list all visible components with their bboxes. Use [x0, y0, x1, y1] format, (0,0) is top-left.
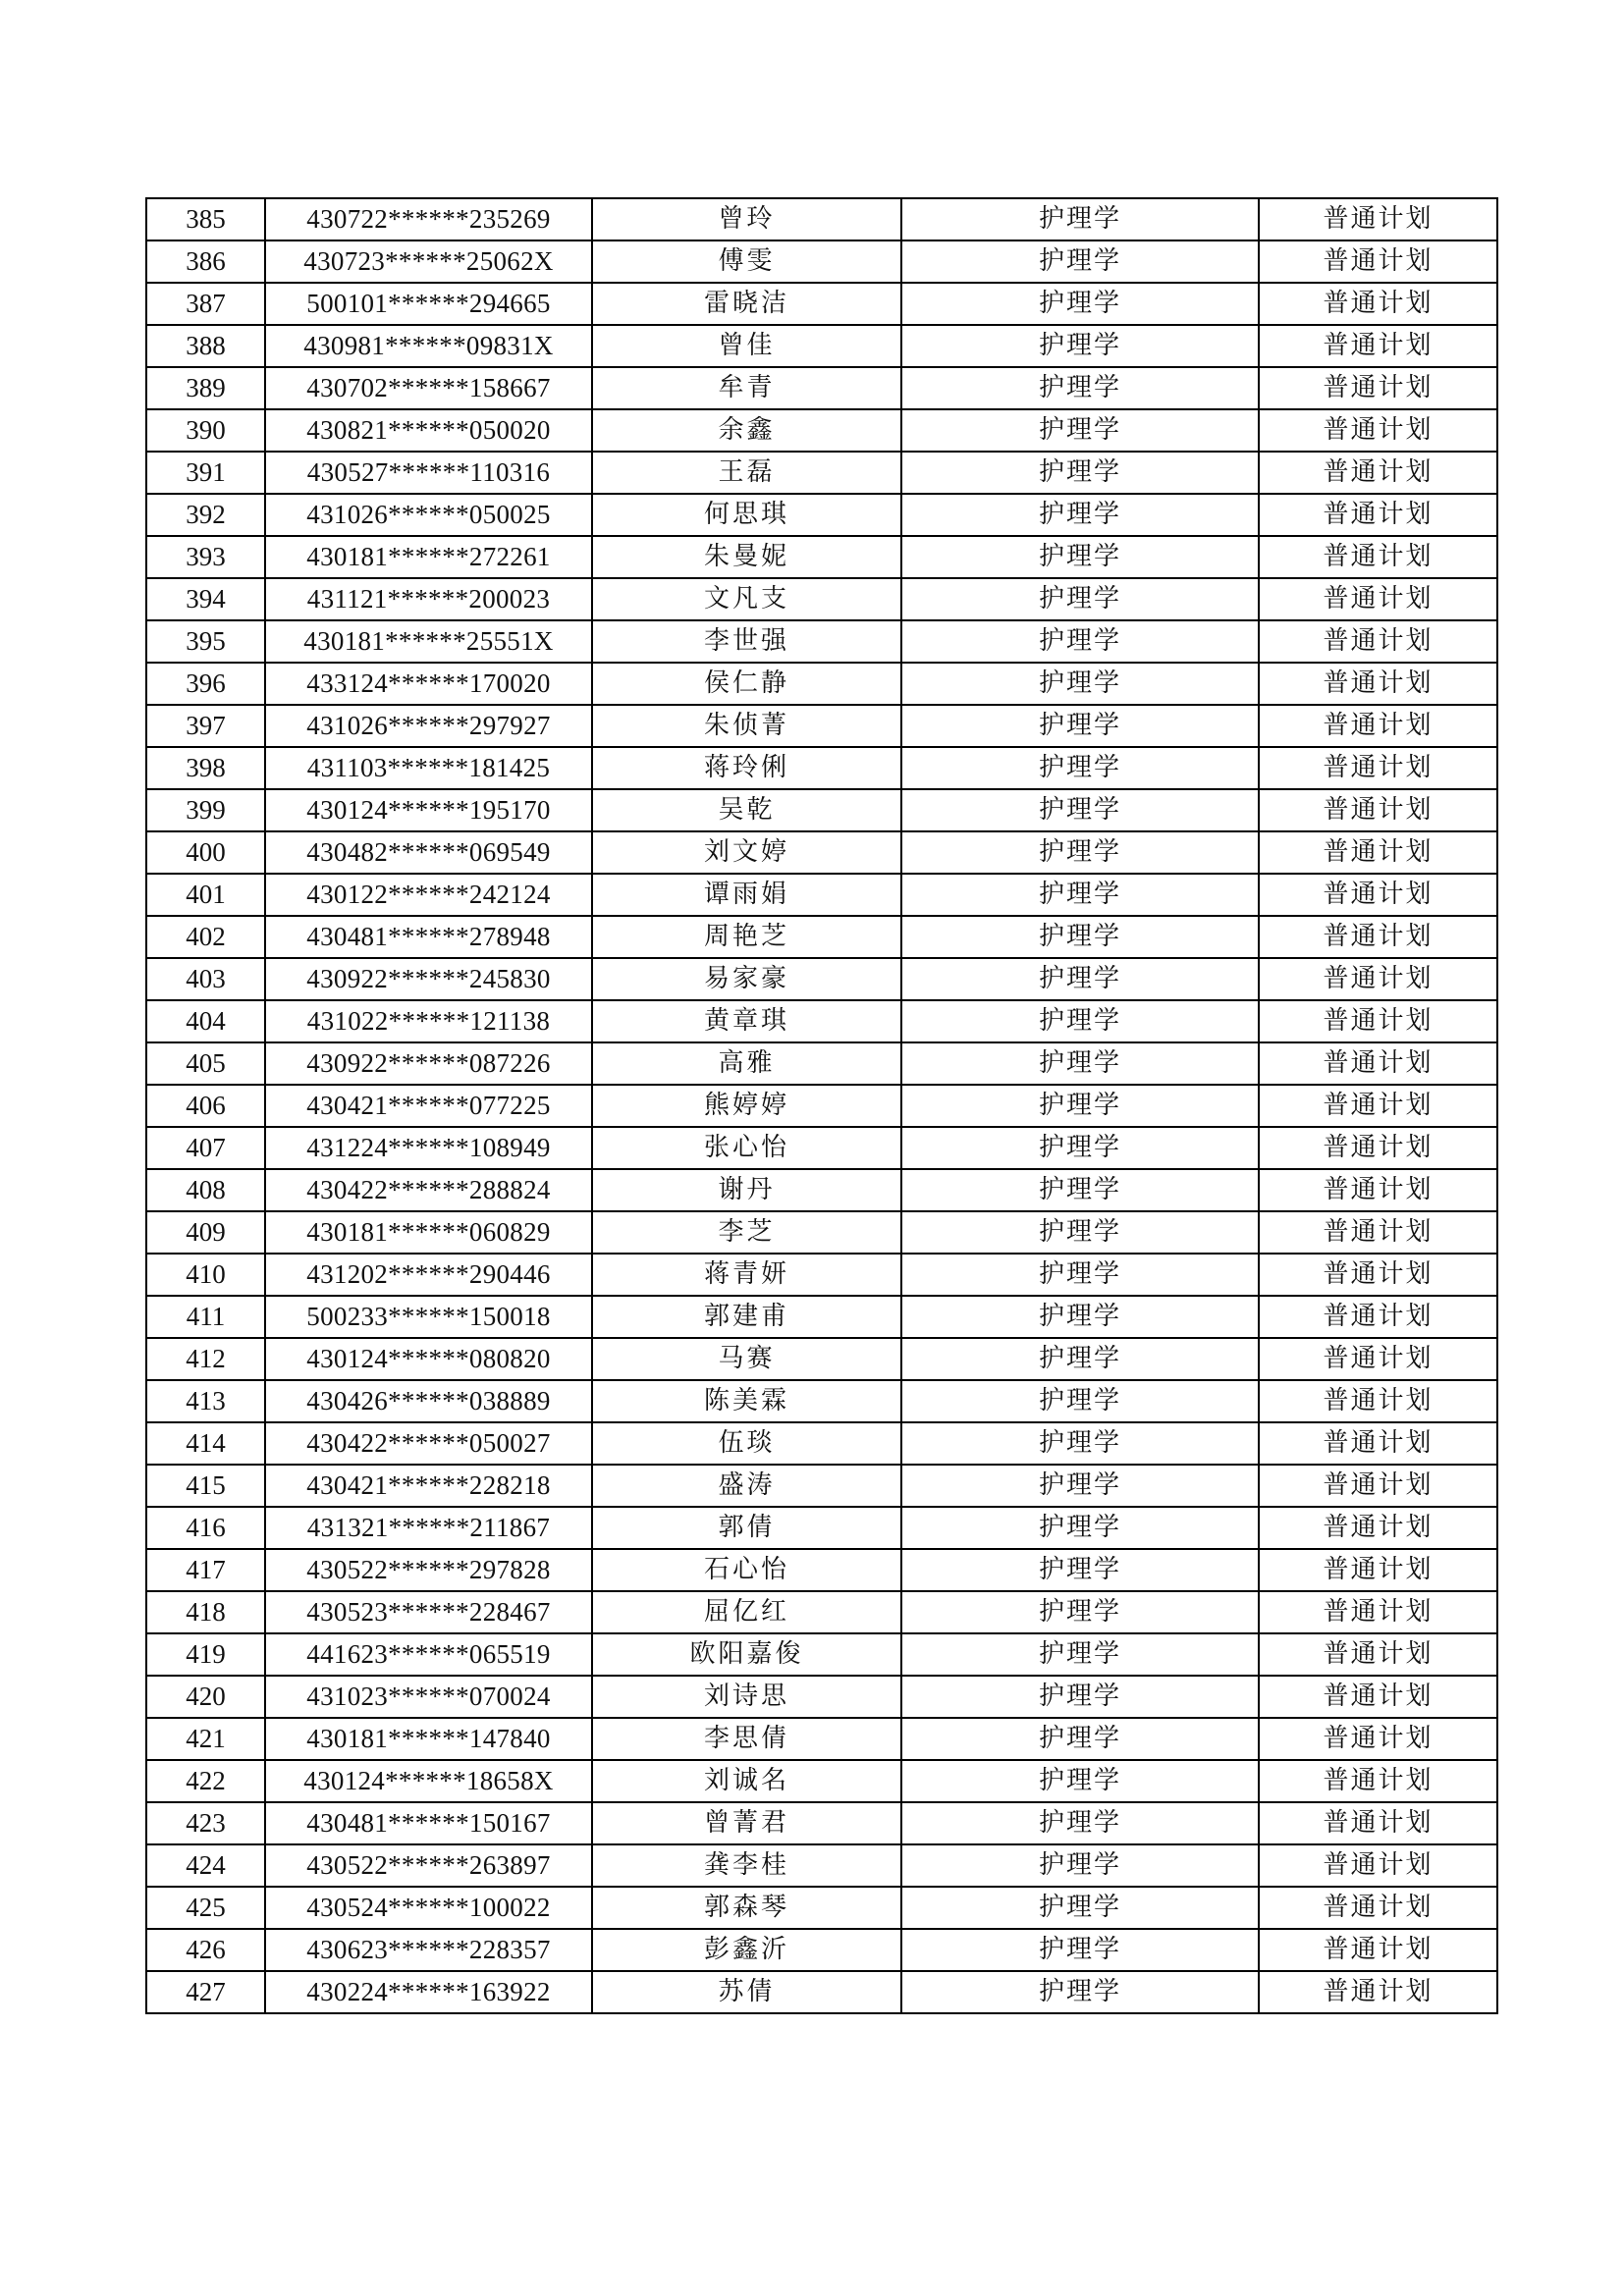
- cell-id-number: 430224******163922: [265, 1971, 592, 2013]
- cell-major: 护理学: [901, 367, 1259, 409]
- roster-body: [146, 198, 1497, 2013]
- cell-id-number: 433124******170020: [265, 663, 592, 705]
- cell-student-name: 张心怡: [592, 1127, 901, 1169]
- cell-number: 409: [146, 1211, 265, 1254]
- cell-student-name: 谢丹: [592, 1169, 901, 1211]
- cell-major: 护理学: [901, 916, 1259, 958]
- cell-number: 386: [146, 240, 265, 283]
- cell-id-number: 430981******09831X: [265, 325, 592, 367]
- cell-student-name: 侯仁静: [592, 663, 901, 705]
- cell-id-number: 500233******150018: [265, 1296, 592, 1338]
- table-row: [146, 198, 1497, 240]
- cell-plan: 普通计划: [1259, 1802, 1497, 1844]
- cell-number: 425: [146, 1887, 265, 1929]
- cell-plan: 普通计划: [1259, 705, 1497, 747]
- cell-major: 护理学: [901, 831, 1259, 874]
- cell-student-name: 郭森琴: [592, 1887, 901, 1929]
- cell-number: 395: [146, 620, 265, 663]
- cell-student-name: 吴乾: [592, 789, 901, 831]
- cell-id-number: 430122******242124: [265, 874, 592, 916]
- cell-plan: 普通计划: [1259, 1676, 1497, 1718]
- cell-plan: 普通计划: [1259, 1085, 1497, 1127]
- cell-number: 398: [146, 747, 265, 789]
- cell-number: 404: [146, 1000, 265, 1042]
- cell-id-number: 430922******245830: [265, 958, 592, 1000]
- cell-student-name: 欧阳嘉俊: [592, 1633, 901, 1676]
- cell-plan: 普通计划: [1259, 1760, 1497, 1802]
- cell-id-number: 431224******108949: [265, 1127, 592, 1169]
- cell-student-name: 蒋青妍: [592, 1254, 901, 1296]
- cell-number: 403: [146, 958, 265, 1000]
- cell-plan: 普通计划: [1259, 367, 1497, 409]
- cell-number: 408: [146, 1169, 265, 1211]
- cell-student-name: 刘诚名: [592, 1760, 901, 1802]
- table-row: [146, 620, 1497, 663]
- cell-id-number: 430422******288824: [265, 1169, 592, 1211]
- cell-major: 护理学: [901, 1127, 1259, 1169]
- cell-student-name: 何思琪: [592, 494, 901, 536]
- cell-number: 415: [146, 1465, 265, 1507]
- table-row: [146, 1085, 1497, 1127]
- cell-id-number: 430522******297828: [265, 1549, 592, 1591]
- cell-number: 417: [146, 1549, 265, 1591]
- cell-plan: 普通计划: [1259, 831, 1497, 874]
- cell-plan: 普通计划: [1259, 536, 1497, 578]
- cell-id-number: 430181******060829: [265, 1211, 592, 1254]
- cell-id-number: 431202******290446: [265, 1254, 592, 1296]
- cell-id-number: 431026******297927: [265, 705, 592, 747]
- cell-student-name: 刘诗思: [592, 1676, 901, 1718]
- cell-plan: 普通计划: [1259, 1296, 1497, 1338]
- cell-major: 护理学: [901, 240, 1259, 283]
- table-row: [146, 1549, 1497, 1591]
- cell-id-number: 430527******110316: [265, 452, 592, 494]
- cell-plan: 普通计划: [1259, 198, 1497, 240]
- cell-id-number: 430181******25551X: [265, 620, 592, 663]
- table-row: [146, 578, 1497, 620]
- cell-major: 护理学: [901, 1676, 1259, 1718]
- cell-major: 护理学: [901, 1465, 1259, 1507]
- cell-number: 422: [146, 1760, 265, 1802]
- table-row: [146, 325, 1497, 367]
- cell-number: 427: [146, 1971, 265, 2013]
- cell-plan: 普通计划: [1259, 1380, 1497, 1422]
- cell-number: 411: [146, 1296, 265, 1338]
- cell-number: 390: [146, 409, 265, 452]
- cell-student-name: 刘文婷: [592, 831, 901, 874]
- cell-plan: 普通计划: [1259, 789, 1497, 831]
- table-row: [146, 1211, 1497, 1254]
- table-row: [146, 1000, 1497, 1042]
- cell-number: 416: [146, 1507, 265, 1549]
- table-row: [146, 452, 1497, 494]
- cell-student-name: 余鑫: [592, 409, 901, 452]
- cell-plan: 普通计划: [1259, 747, 1497, 789]
- cell-major: 护理学: [901, 1211, 1259, 1254]
- cell-student-name: 朱曼妮: [592, 536, 901, 578]
- cell-student-name: 李世强: [592, 620, 901, 663]
- table-row: [146, 874, 1497, 916]
- cell-major: 护理学: [901, 1338, 1259, 1380]
- cell-major: 护理学: [901, 958, 1259, 1000]
- cell-student-name: 郭倩: [592, 1507, 901, 1549]
- cell-student-name: 雷晓洁: [592, 283, 901, 325]
- cell-id-number: 430722******235269: [265, 198, 592, 240]
- cell-major: 护理学: [901, 705, 1259, 747]
- cell-major: 护理学: [901, 198, 1259, 240]
- table-row: [146, 958, 1497, 1000]
- cell-id-number: 430426******038889: [265, 1380, 592, 1422]
- cell-student-name: 马赛: [592, 1338, 901, 1380]
- cell-number: 424: [146, 1844, 265, 1887]
- admission-roster-table: [145, 197, 1498, 2014]
- cell-number: 418: [146, 1591, 265, 1633]
- cell-student-name: 屈亿红: [592, 1591, 901, 1633]
- cell-plan: 普通计划: [1259, 283, 1497, 325]
- cell-major: 护理学: [901, 452, 1259, 494]
- cell-student-name: 高雅: [592, 1042, 901, 1085]
- cell-id-number: 430821******050020: [265, 409, 592, 452]
- cell-plan: 普通计划: [1259, 1127, 1497, 1169]
- cell-plan: 普通计划: [1259, 1465, 1497, 1507]
- cell-major: 护理学: [901, 1929, 1259, 1971]
- cell-id-number: 430623******228357: [265, 1929, 592, 1971]
- cell-student-name: 蒋玲俐: [592, 747, 901, 789]
- cell-plan: 普通计划: [1259, 874, 1497, 916]
- cell-student-name: 陈美霖: [592, 1380, 901, 1422]
- table-row: [146, 831, 1497, 874]
- cell-plan: 普通计划: [1259, 1591, 1497, 1633]
- cell-id-number: 430523******228467: [265, 1591, 592, 1633]
- table-row: [146, 663, 1497, 705]
- table-row: [146, 1718, 1497, 1760]
- table-row: [146, 1254, 1497, 1296]
- cell-major: 护理学: [901, 1169, 1259, 1211]
- cell-number: 407: [146, 1127, 265, 1169]
- cell-major: 护理学: [901, 1971, 1259, 2013]
- table-row: [146, 409, 1497, 452]
- cell-id-number: 500101******294665: [265, 283, 592, 325]
- table-row: [146, 1887, 1497, 1929]
- cell-id-number: 431022******121138: [265, 1000, 592, 1042]
- cell-plan: 普通计划: [1259, 1887, 1497, 1929]
- cell-id-number: 430922******087226: [265, 1042, 592, 1085]
- table-row: [146, 1929, 1497, 1971]
- cell-plan: 普通计划: [1259, 1422, 1497, 1465]
- table-row: [146, 1422, 1497, 1465]
- cell-number: 412: [146, 1338, 265, 1380]
- table-row: [146, 1971, 1497, 2013]
- cell-id-number: 430181******272261: [265, 536, 592, 578]
- cell-major: 护理学: [901, 1633, 1259, 1676]
- table-row: [146, 240, 1497, 283]
- cell-number: 402: [146, 916, 265, 958]
- table-row: [146, 916, 1497, 958]
- table-row: [146, 1296, 1497, 1338]
- cell-major: 护理学: [901, 325, 1259, 367]
- cell-number: 400: [146, 831, 265, 874]
- table-row: [146, 494, 1497, 536]
- cell-student-name: 傅雯: [592, 240, 901, 283]
- cell-major: 护理学: [901, 747, 1259, 789]
- cell-number: 401: [146, 874, 265, 916]
- cell-id-number: 431023******070024: [265, 1676, 592, 1718]
- cell-student-name: 曾佳: [592, 325, 901, 367]
- table-row: [146, 536, 1497, 578]
- cell-number: 392: [146, 494, 265, 536]
- cell-plan: 普通计划: [1259, 1549, 1497, 1591]
- cell-plan: 普通计划: [1259, 663, 1497, 705]
- cell-number: 399: [146, 789, 265, 831]
- cell-id-number: 431321******211867: [265, 1507, 592, 1549]
- cell-major: 护理学: [901, 1591, 1259, 1633]
- cell-major: 护理学: [901, 874, 1259, 916]
- cell-plan: 普通计划: [1259, 1169, 1497, 1211]
- cell-number: 389: [146, 367, 265, 409]
- cell-major: 护理学: [901, 1000, 1259, 1042]
- cell-major: 护理学: [901, 409, 1259, 452]
- cell-number: 419: [146, 1633, 265, 1676]
- cell-number: 387: [146, 283, 265, 325]
- cell-number: 420: [146, 1676, 265, 1718]
- cell-major: 护理学: [901, 1380, 1259, 1422]
- cell-id-number: 430723******25062X: [265, 240, 592, 283]
- cell-plan: 普通计划: [1259, 578, 1497, 620]
- cell-student-name: 谭雨娟: [592, 874, 901, 916]
- cell-plan: 普通计划: [1259, 916, 1497, 958]
- cell-major: 护理学: [901, 536, 1259, 578]
- cell-number: 385: [146, 198, 265, 240]
- cell-id-number: 430421******228218: [265, 1465, 592, 1507]
- cell-plan: 普通计划: [1259, 240, 1497, 283]
- cell-plan: 普通计划: [1259, 1633, 1497, 1676]
- table-row: [146, 1169, 1497, 1211]
- cell-plan: 普通计划: [1259, 1000, 1497, 1042]
- cell-plan: 普通计划: [1259, 1844, 1497, 1887]
- cell-number: 388: [146, 325, 265, 367]
- table-row: [146, 1844, 1497, 1887]
- cell-plan: 普通计划: [1259, 958, 1497, 1000]
- table-row: [146, 1676, 1497, 1718]
- cell-major: 护理学: [901, 578, 1259, 620]
- cell-id-number: 431026******050025: [265, 494, 592, 536]
- cell-plan: 普通计划: [1259, 325, 1497, 367]
- cell-number: 414: [146, 1422, 265, 1465]
- cell-number: 410: [146, 1254, 265, 1296]
- cell-student-name: 郭建甫: [592, 1296, 901, 1338]
- cell-id-number: 430482******069549: [265, 831, 592, 874]
- cell-major: 护理学: [901, 1042, 1259, 1085]
- cell-major: 护理学: [901, 1718, 1259, 1760]
- table-row: [146, 1591, 1497, 1633]
- cell-number: 393: [146, 536, 265, 578]
- cell-major: 护理学: [901, 1844, 1259, 1887]
- cell-number: 421: [146, 1718, 265, 1760]
- table-row: [146, 1633, 1497, 1676]
- cell-major: 护理学: [901, 620, 1259, 663]
- cell-plan: 普通计划: [1259, 1929, 1497, 1971]
- cell-number: 426: [146, 1929, 265, 1971]
- cell-student-name: 曾玲: [592, 198, 901, 240]
- cell-student-name: 龚李桂: [592, 1844, 901, 1887]
- cell-id-number: 430422******050027: [265, 1422, 592, 1465]
- cell-id-number: 430124******18658X: [265, 1760, 592, 1802]
- table-row: [146, 1338, 1497, 1380]
- cell-student-name: 石心怡: [592, 1549, 901, 1591]
- cell-major: 护理学: [901, 1760, 1259, 1802]
- cell-major: 护理学: [901, 1549, 1259, 1591]
- cell-major: 护理学: [901, 1802, 1259, 1844]
- cell-plan: 普通计划: [1259, 1338, 1497, 1380]
- cell-id-number: 431103******181425: [265, 747, 592, 789]
- cell-student-name: 曾菁君: [592, 1802, 901, 1844]
- table-row: [146, 367, 1497, 409]
- cell-number: 405: [146, 1042, 265, 1085]
- cell-plan: 普通计划: [1259, 1718, 1497, 1760]
- cell-student-name: 熊婷婷: [592, 1085, 901, 1127]
- cell-student-name: 李芝: [592, 1211, 901, 1254]
- cell-id-number: 430524******100022: [265, 1887, 592, 1929]
- cell-number: 394: [146, 578, 265, 620]
- cell-student-name: 盛涛: [592, 1465, 901, 1507]
- cell-plan: 普通计划: [1259, 409, 1497, 452]
- cell-plan: 普通计划: [1259, 1042, 1497, 1085]
- cell-student-name: 易家豪: [592, 958, 901, 1000]
- table-row: [146, 1802, 1497, 1844]
- cell-plan: 普通计划: [1259, 494, 1497, 536]
- cell-major: 护理学: [901, 1422, 1259, 1465]
- cell-id-number: 431121******200023: [265, 578, 592, 620]
- cell-number: 413: [146, 1380, 265, 1422]
- table-row: [146, 789, 1497, 831]
- cell-plan: 普通计划: [1259, 452, 1497, 494]
- cell-number: 423: [146, 1802, 265, 1844]
- cell-id-number: 430124******080820: [265, 1338, 592, 1380]
- cell-student-name: 王磊: [592, 452, 901, 494]
- table-row: [146, 1127, 1497, 1169]
- cell-plan: 普通计划: [1259, 1211, 1497, 1254]
- cell-id-number: 430181******147840: [265, 1718, 592, 1760]
- cell-number: 396: [146, 663, 265, 705]
- cell-major: 护理学: [901, 1887, 1259, 1929]
- table-row: [146, 1507, 1497, 1549]
- cell-number: 391: [146, 452, 265, 494]
- cell-student-name: 文凡支: [592, 578, 901, 620]
- cell-major: 护理学: [901, 663, 1259, 705]
- cell-major: 护理学: [901, 1296, 1259, 1338]
- cell-student-name: 伍琰: [592, 1422, 901, 1465]
- cell-id-number: 430421******077225: [265, 1085, 592, 1127]
- cell-student-name: 牟青: [592, 367, 901, 409]
- cell-plan: 普通计划: [1259, 620, 1497, 663]
- cell-major: 护理学: [901, 494, 1259, 536]
- cell-student-name: 黄章琪: [592, 1000, 901, 1042]
- table-row: [146, 1042, 1497, 1085]
- cell-number: 406: [146, 1085, 265, 1127]
- cell-student-name: 苏倩: [592, 1971, 901, 2013]
- cell-student-name: 李思倩: [592, 1718, 901, 1760]
- cell-major: 护理学: [901, 789, 1259, 831]
- cell-id-number: 441623******065519: [265, 1633, 592, 1676]
- cell-major: 护理学: [901, 1085, 1259, 1127]
- cell-student-name: 周艳芝: [592, 916, 901, 958]
- cell-major: 护理学: [901, 1254, 1259, 1296]
- cell-plan: 普通计划: [1259, 1507, 1497, 1549]
- cell-plan: 普通计划: [1259, 1254, 1497, 1296]
- cell-id-number: 430522******263897: [265, 1844, 592, 1887]
- cell-major: 护理学: [901, 1507, 1259, 1549]
- cell-student-name: 朱侦菁: [592, 705, 901, 747]
- cell-student-name: 彭鑫沂: [592, 1929, 901, 1971]
- cell-id-number: 430481******150167: [265, 1802, 592, 1844]
- cell-id-number: 430481******278948: [265, 916, 592, 958]
- table-row: [146, 1465, 1497, 1507]
- table-row: [146, 705, 1497, 747]
- table-row: [146, 1380, 1497, 1422]
- table-row: [146, 747, 1497, 789]
- cell-id-number: 430702******158667: [265, 367, 592, 409]
- cell-number: 397: [146, 705, 265, 747]
- table-row: [146, 283, 1497, 325]
- table-row: [146, 1760, 1497, 1802]
- cell-id-number: 430124******195170: [265, 789, 592, 831]
- cell-major: 护理学: [901, 283, 1259, 325]
- cell-plan: 普通计划: [1259, 1971, 1497, 2013]
